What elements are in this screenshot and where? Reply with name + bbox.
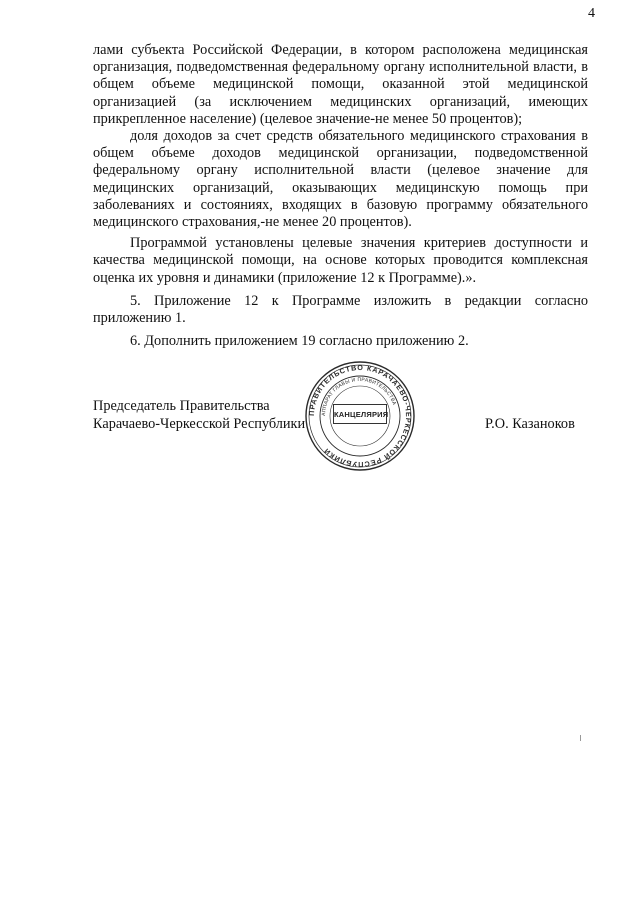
paragraph-item-6: 6. Дополнить приложением 19 согласно приложению 2. [130,333,469,350]
margin-mark [580,735,581,741]
seal-outer-text: ПРАВИТЕЛЬСТВО КАРАЧАЕВО-ЧЕРКЕССКОЙ РЕСПУБЛИКИ [306,362,414,470]
signature-title-line1: Председатель Правительства [93,398,270,414]
seal-inner-text: АППАРАТ ГЛАВЫ И ПРАВИТЕЛЬСТВА [320,376,398,417]
paragraph-item-5: 5. Приложение 12 к Программе изложить в редакции согласно приложению 1. [93,292,588,327]
seal-center-label: КАНЦЕЛЯРИЯ [333,404,387,424]
signature-title-line2: Карачаево-Черкесской Республики [93,415,306,432]
paragraph-continuation: лами субъекта Российской Федерации, в котором расположена медицинская организация, подведомственная федеральному органу исполнительной власти, в общем объеме медицинской помощи, оказанной этой медицинской организацией (за исключением медицинских организаций, имеющих прикрепленное население) (целевое значение-не менее 50 процентов); [93,42,588,127]
paragraph-program-criteria: Программой установлены целевые значения критериев доступности и качества медицинской помощи, на основе которых проводится комплексная оценка их уровня и динамики (приложение 12 к Программе).». [93,235,588,286]
paragraph-insurance-share: доля доходов за счет средств обязательного медицинского страхования в общем объеме доходов медицинской организации, подведомственной федеральному органу исполнительной власти (целевое значение для медицинских организаций, оказывающих медицинскую помощь при заболеваниях и состояниях, входящих в базовую программу обязательного медицинского страхования,-не менее 20 процентов). [93,128,588,231]
page-number: 4 [588,6,595,21]
document-body [93,42,588,350]
signer-name: Р.О. Казаноков [485,416,575,432]
